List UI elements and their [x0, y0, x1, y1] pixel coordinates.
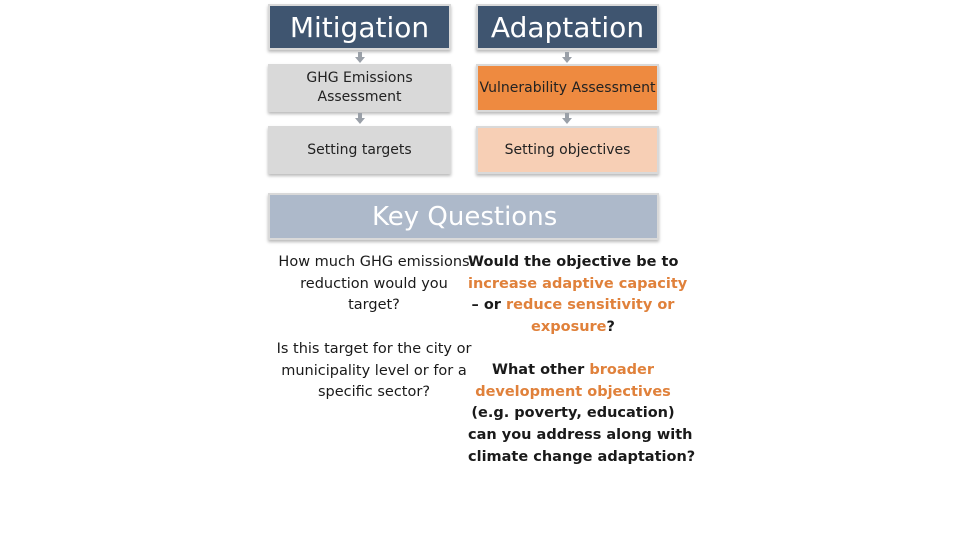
vulnerability-assessment-box — [476, 64, 659, 112]
setting-objectives-box — [476, 126, 659, 174]
ghg-emissions-assessment-box — [268, 64, 451, 112]
mitigation-header-label: Mitigation — [289, 10, 430, 44]
down-arrow-icon — [355, 113, 365, 125]
mitigation-question-scope: Is this target for the city or municipality level or for a specific sector? — [276, 341, 472, 401]
q1-part1: Would the objective be to — [468, 254, 679, 270]
ghg-emissions-assessment-label: GHG Emissions Assessment — [306, 70, 413, 105]
q2-highlight-broader: broader — [589, 362, 654, 378]
q2-part1: What other — [491, 362, 585, 378]
down-arrow-icon — [355, 52, 365, 64]
vulnerability-assessment-label: Vulnerability Assessment — [479, 79, 656, 96]
adaptation-question-objective — [468, 252, 688, 339]
key-questions-banner — [268, 193, 659, 240]
mitigation-header — [268, 4, 451, 50]
adaptation-header — [476, 4, 659, 50]
setting-targets-label: Setting targets — [307, 141, 412, 158]
down-arrow-icon — [562, 52, 572, 64]
setting-targets-box — [268, 126, 451, 174]
setting-objectives-label: Setting objectives — [504, 141, 631, 158]
q1-part2: – or — [471, 297, 501, 314]
adaptation-header-label: Adaptation — [490, 10, 645, 44]
q2-part2: (e.g. poverty, education) — [471, 405, 675, 422]
q1-highlight-reduce-sensitivity: reduce sensitivity or — [506, 297, 675, 314]
q2-part3: can you address along with — [468, 427, 693, 444]
down-arrow-icon — [562, 113, 572, 125]
q1-highlight-adaptive-capacity: increase adaptive capacity — [468, 275, 688, 292]
q1-highlight-exposure: exposure — [531, 319, 607, 336]
mitigation-question-reduction: How much GHG emissions reduction would you target? — [278, 254, 470, 314]
key-questions-title: Key Questions — [372, 201, 558, 232]
q2-part4: climate change adaptation? — [468, 448, 696, 465]
q2-highlight-development-objectives: development objectives — [475, 383, 671, 400]
adaptation-question-broader — [468, 360, 696, 469]
q1-part3: ? — [606, 319, 615, 336]
